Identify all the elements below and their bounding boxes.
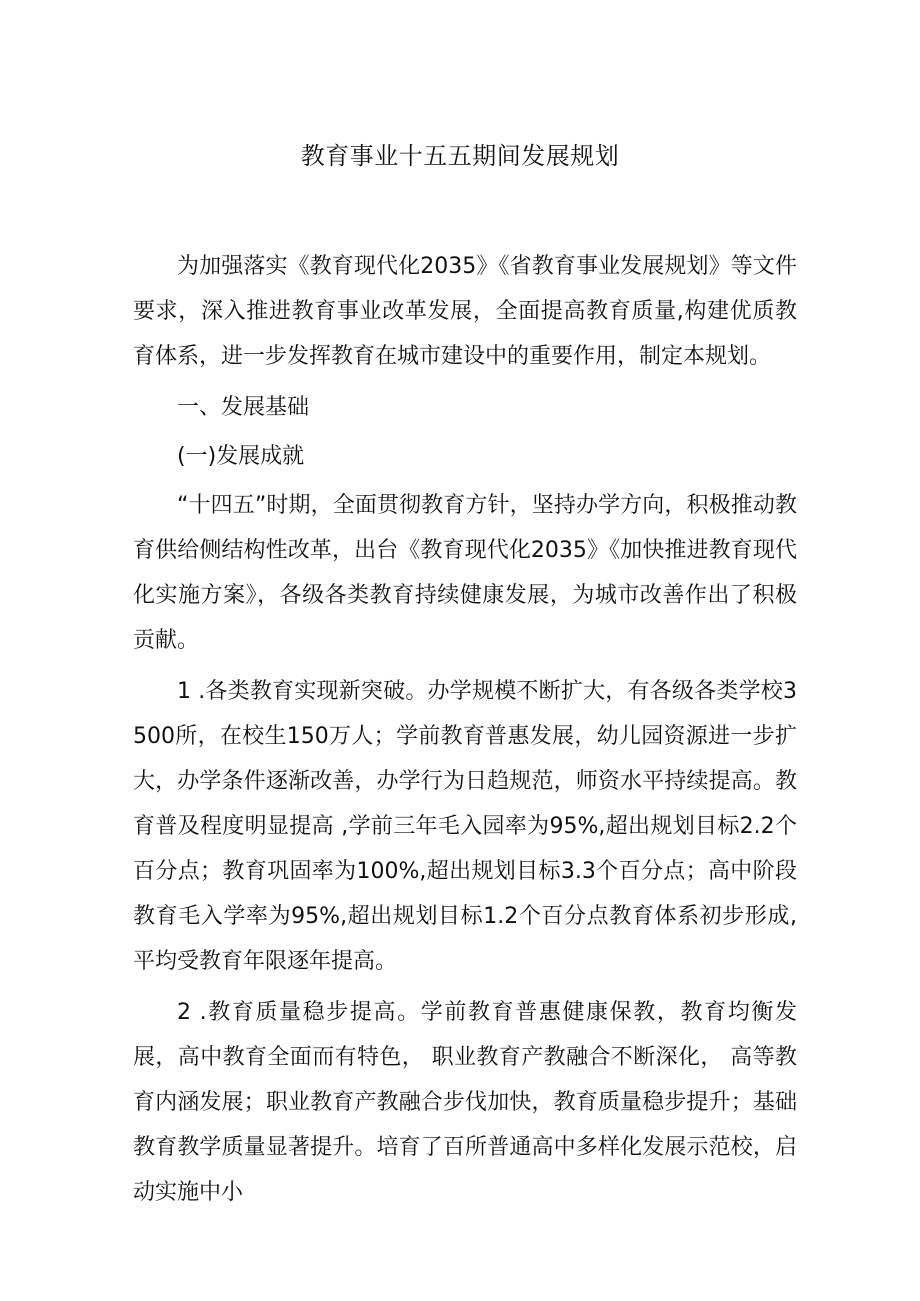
intro-paragraph: 为加强落实《教育现代化2035》《省教育事业发展规划》等文件要求，深入推进教育事业改革发展，全面提高教育质量,构建优质教育体系，进一步发挥教育在城市建设中的重要作用，制定本规划。 xyxy=(133,254,797,369)
item-1-paragraph: 1 .各类教育实现新突破。办学规模不断扩大，有各级各类学校3500所，在校生150万人；学前教育普惠发展，幼儿园资源进一步扩大，办学条件逐渐改善，办学行为日趋规范，师资水平持续提高。教育普及程度明显提高 ,学前三年毛入园率为95%,超出规划目标2.2个百分点；教育巩固率为100%,超出规划目标3.3个百分点；高中阶段教育毛入学率为95%,超出规划目标1.2个百分点教育体系初步形成,平均受教育年限逐年提高。 xyxy=(133,679,797,974)
section-heading-development-basis: 一、发展基础 xyxy=(177,395,310,420)
document-title: 教育事业十五五期间发展规划 xyxy=(300,142,620,170)
subsection-heading-achievements: (一)发展成就 xyxy=(177,444,305,469)
item-2-paragraph: 2 .教育质量稳步提高。学前教育普惠健康保教，教育均衡发展，高中教育全面而有特色， 职业教育产教融合不断深化， 高等教育内涵发展；职业教育产教融合步伐加快，教育质量稳步提升；基础教育教学质量显著提升。培育了百所普通高中多样化发展示范校，启动实施中小 xyxy=(133,1000,797,1205)
achievements-paragraph: “十四五”时期，全面贯彻教育方针，坚持办学方向，积极推动教育供给侧结构性改革，出台《教育现代化2035》《加快推进教育现代化实施方案》，各级各类教育持续健康发展，为城市改善作出了积极贡献。 xyxy=(133,493,797,653)
document-body xyxy=(133,244,797,1221)
